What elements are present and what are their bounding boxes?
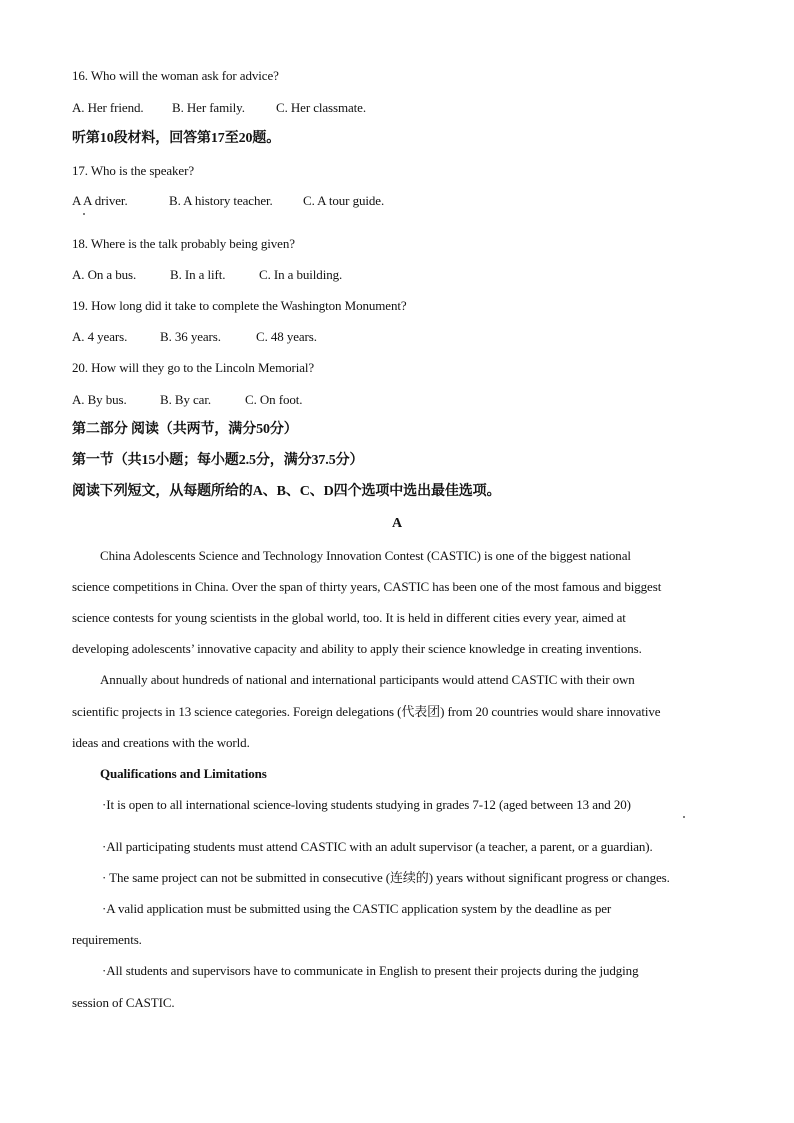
paragraph2-line: Annually about hundreds of national and international participants would attend CASTIC with their own: [100, 672, 635, 687]
rule-item: ·It is open to all international science-loving students studying in grades 7-12 (aged between 13 and 20): [102, 797, 631, 812]
option-a: A. Her friend.: [72, 100, 144, 115]
option-c: C. 48 years.: [256, 329, 317, 344]
rule-item: ·All students and supervisors have to communicate in English to present their projects during the judging: [102, 963, 639, 978]
option-a: A. On a bus.: [72, 267, 137, 282]
option-b: B. A history teacher.: [169, 193, 273, 208]
reading-instruction: 阅读下列短文，从每题所给的A、B、C、D四个选项中选出最佳选项。: [72, 484, 501, 499]
option-b: B. By car.: [160, 392, 211, 407]
option-b: B. Her family.: [172, 100, 245, 115]
option-b: B. 36 years.: [160, 329, 221, 344]
stray-mark: [83, 213, 85, 215]
option-b: B. In a lift.: [170, 267, 226, 282]
option-a: A. By bus.: [72, 392, 127, 407]
passage-label: A: [391, 516, 402, 531]
qualifications-subheading: Qualifications and Limitations: [100, 766, 267, 781]
rule-item-continuation: requirements.: [72, 932, 142, 947]
question-18-stem: 18. Where is the talk probably being given?: [72, 236, 295, 251]
stray-mark: [683, 816, 685, 818]
question-20-options: [72, 392, 302, 408]
question-17-stem: 17. Who is the speaker?: [72, 163, 195, 178]
section1-heading: 第一节（共15小题；每小题2.5分，满分37.5分）: [72, 453, 364, 468]
section-heading-17-20: 听第10段材料，回答第17至20题。: [72, 131, 281, 146]
rule-item: ·A valid application must be submitted using the CASTIC application system by the deadline as per: [102, 901, 612, 916]
question-18-options: [72, 267, 342, 283]
rule-item: ·All participating students must attend CASTIC with an adult supervisor (a teacher, a parent, or a guardian).: [102, 839, 653, 854]
option-a: A. 4 years.: [72, 329, 128, 344]
paragraph1-line: developing adolescents’ innovative capacity and ability to apply their science knowledge in creating inventions.: [72, 641, 642, 656]
question-16-stem: 16. Who will the woman ask for advice?: [72, 68, 279, 83]
question-19-options: [72, 329, 317, 345]
paragraph1-line: China Adolescents Science and Technology Innovation Contest (CASTIC) is one of the biggest national: [100, 548, 631, 563]
option-c: C. A tour guide.: [303, 193, 385, 208]
part2-heading: 第二部分 阅读（共两节，满分50分）: [72, 422, 298, 437]
rule-item: · The same project can not be submitted in consecutive (连续的) years without significant progress or changes.: [102, 870, 670, 885]
paragraph1-line: science contests for young scientists in the global world, too. It is held in different cities every year, aimed at: [72, 610, 626, 625]
paragraph1-line: science competitions in China. Over the span of thirty years, CASTIC has been one of the most famous and biggest: [72, 579, 662, 594]
question-16-options: [72, 100, 366, 116]
paragraph2-line: scientific projects in 13 science categories. Foreign delegations (代表团) from 20 countries would share innovative: [72, 704, 661, 719]
option-c: C. In a building.: [259, 267, 343, 282]
rule-item-continuation: session of CASTIC.: [72, 995, 175, 1010]
paragraph2-line: ideas and creations with the world.: [72, 735, 250, 750]
option-a: A A driver.: [72, 193, 128, 208]
option-c: C. Her classmate.: [276, 100, 366, 115]
question-19-stem: 19. How long did it take to complete the Washington Monument?: [72, 298, 407, 313]
question-17-options: [72, 193, 384, 209]
question-20-stem: 20. How will they go to the Lincoln Memorial?: [72, 360, 315, 375]
option-c: C. On foot.: [245, 392, 303, 407]
